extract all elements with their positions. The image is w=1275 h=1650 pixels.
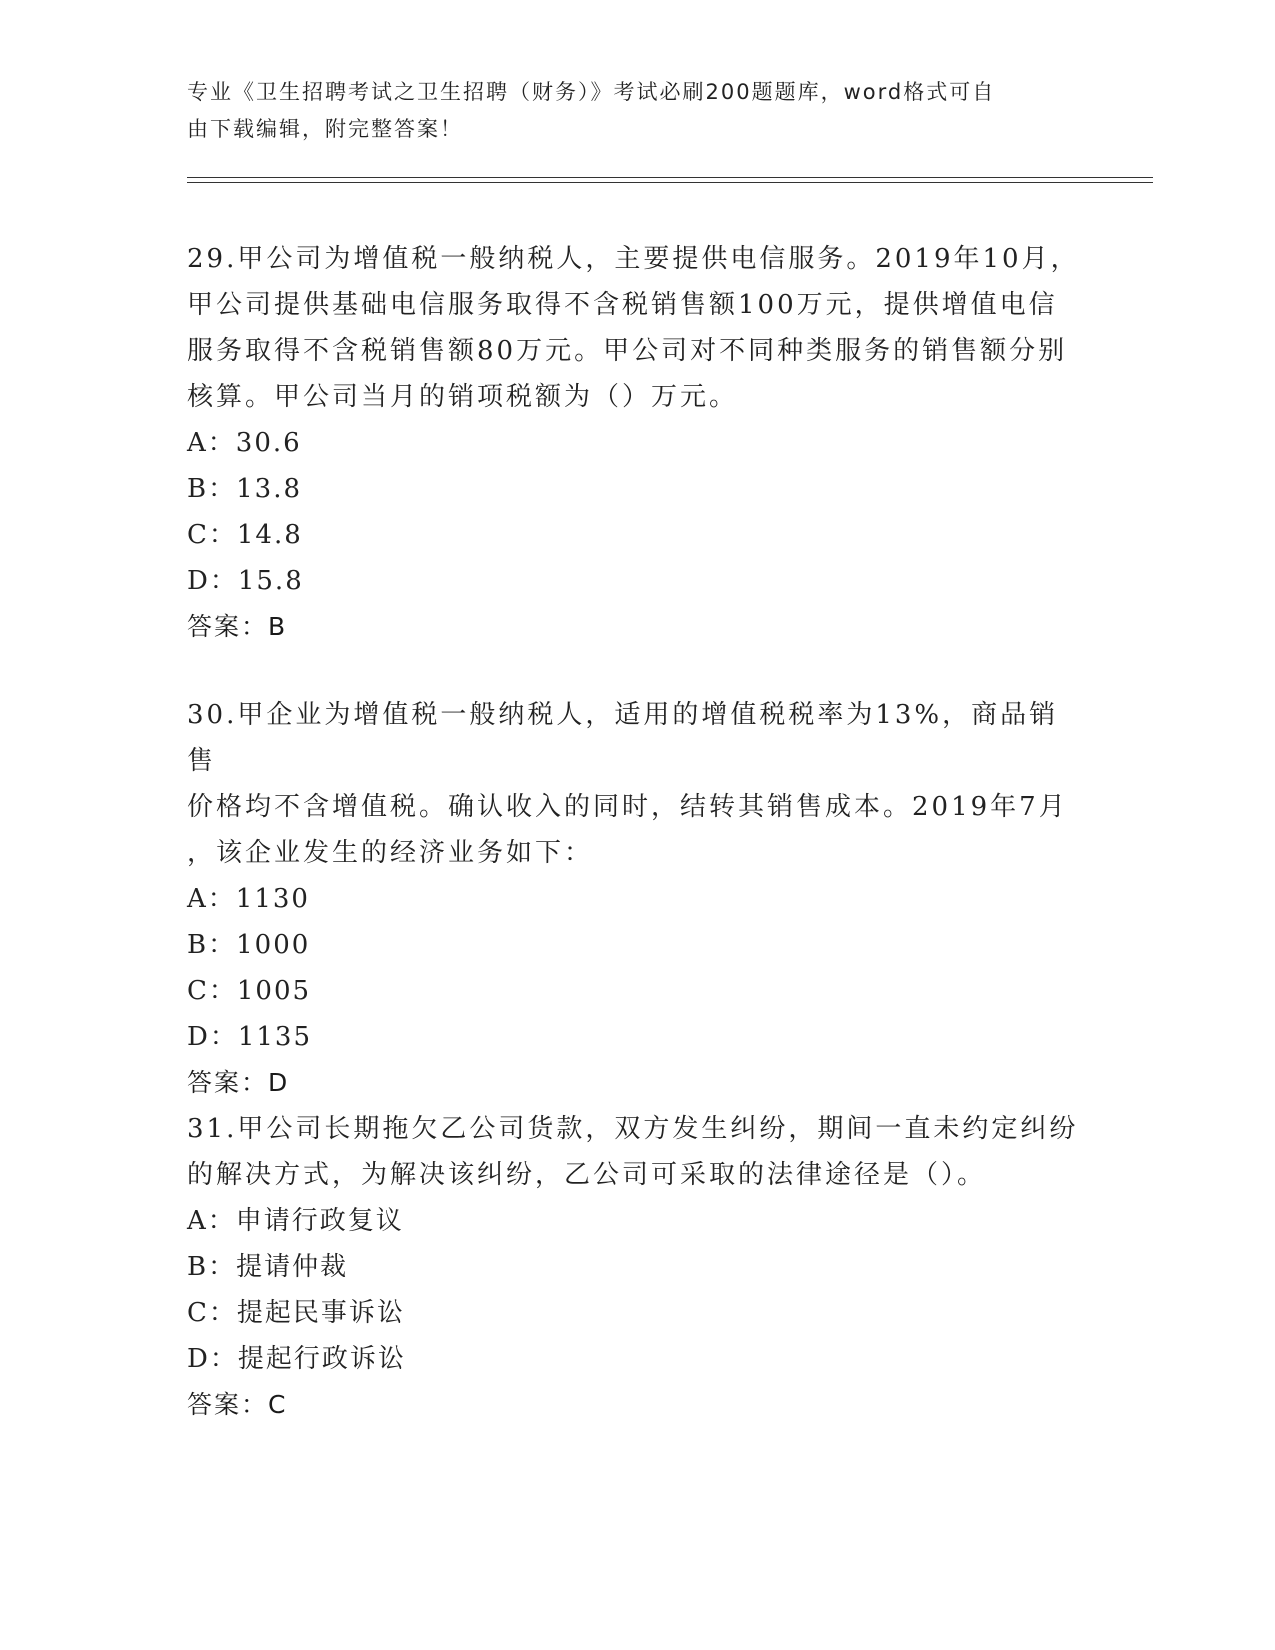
stem-line: 价格均不含增值税。确认收入的同时，结转其销售成本。2019年7月 [187, 792, 1068, 822]
stem-line: 31.甲公司长期拖欠乙公司货款，双方发生纠纷，期间一直未约定纠纷 [187, 1114, 1079, 1144]
question-29 [187, 236, 1087, 650]
option-b: B：13.8 [187, 474, 302, 504]
question-stem [187, 692, 1087, 876]
question-30 [187, 692, 1087, 1106]
stem-line: 甲公司提供基础电信服务取得不含税销售额100万元，提供增值电信 [187, 290, 1058, 320]
stem-line: 29.甲公司为增值税一般纳税人，主要提供电信服务。2019年10月， [187, 244, 1080, 274]
answer: 答案：D [187, 1068, 290, 1097]
question-stem [187, 1106, 1087, 1198]
header-line: 专业《卫生招聘考试之卫生招聘（财务）》考试必刷200题题库，word格式可自 [187, 80, 996, 104]
option-d: D：1135 [187, 1022, 313, 1052]
header-divider [187, 177, 1153, 178]
option-c: C：14.8 [187, 520, 303, 550]
option-a: A：申请行政复议 [187, 1206, 404, 1236]
option-b: B：提请仲裁 [187, 1252, 349, 1282]
stem-line: 核算。甲公司当月的销项税额为（）万元。 [187, 382, 739, 412]
question-stem [187, 236, 1087, 420]
document-header [187, 74, 1087, 148]
stem-line: 的解决方式，为解决该纠纷，乙公司可采取的法律途径是（）。 [187, 1160, 987, 1190]
option-d: D：15.8 [187, 566, 304, 596]
option-b: B：1000 [187, 930, 311, 960]
header-divider [187, 182, 1153, 183]
question-31 [187, 1106, 1087, 1428]
stem-line: ，该企业发生的经济业务如下： [187, 838, 594, 868]
stem-line: 30.甲企业为增值税一般纳税人，适用的增值税税率为13%，商品销售 [187, 700, 1059, 776]
header-line: 由下载编辑，附完整答案！ [187, 117, 463, 141]
option-a: A：1130 [187, 884, 310, 914]
option-a: A：30.6 [187, 428, 302, 458]
option-c: C：提起民事诉讼 [187, 1298, 405, 1328]
option-c: C：1005 [187, 976, 312, 1006]
option-d: D：提起行政诉讼 [187, 1344, 406, 1374]
answer: 答案：B [187, 612, 288, 641]
stem-line: 服务取得不含税销售额80万元。甲公司对不同种类服务的销售额分别 [187, 336, 1068, 366]
answer: 答案：C [187, 1390, 288, 1419]
